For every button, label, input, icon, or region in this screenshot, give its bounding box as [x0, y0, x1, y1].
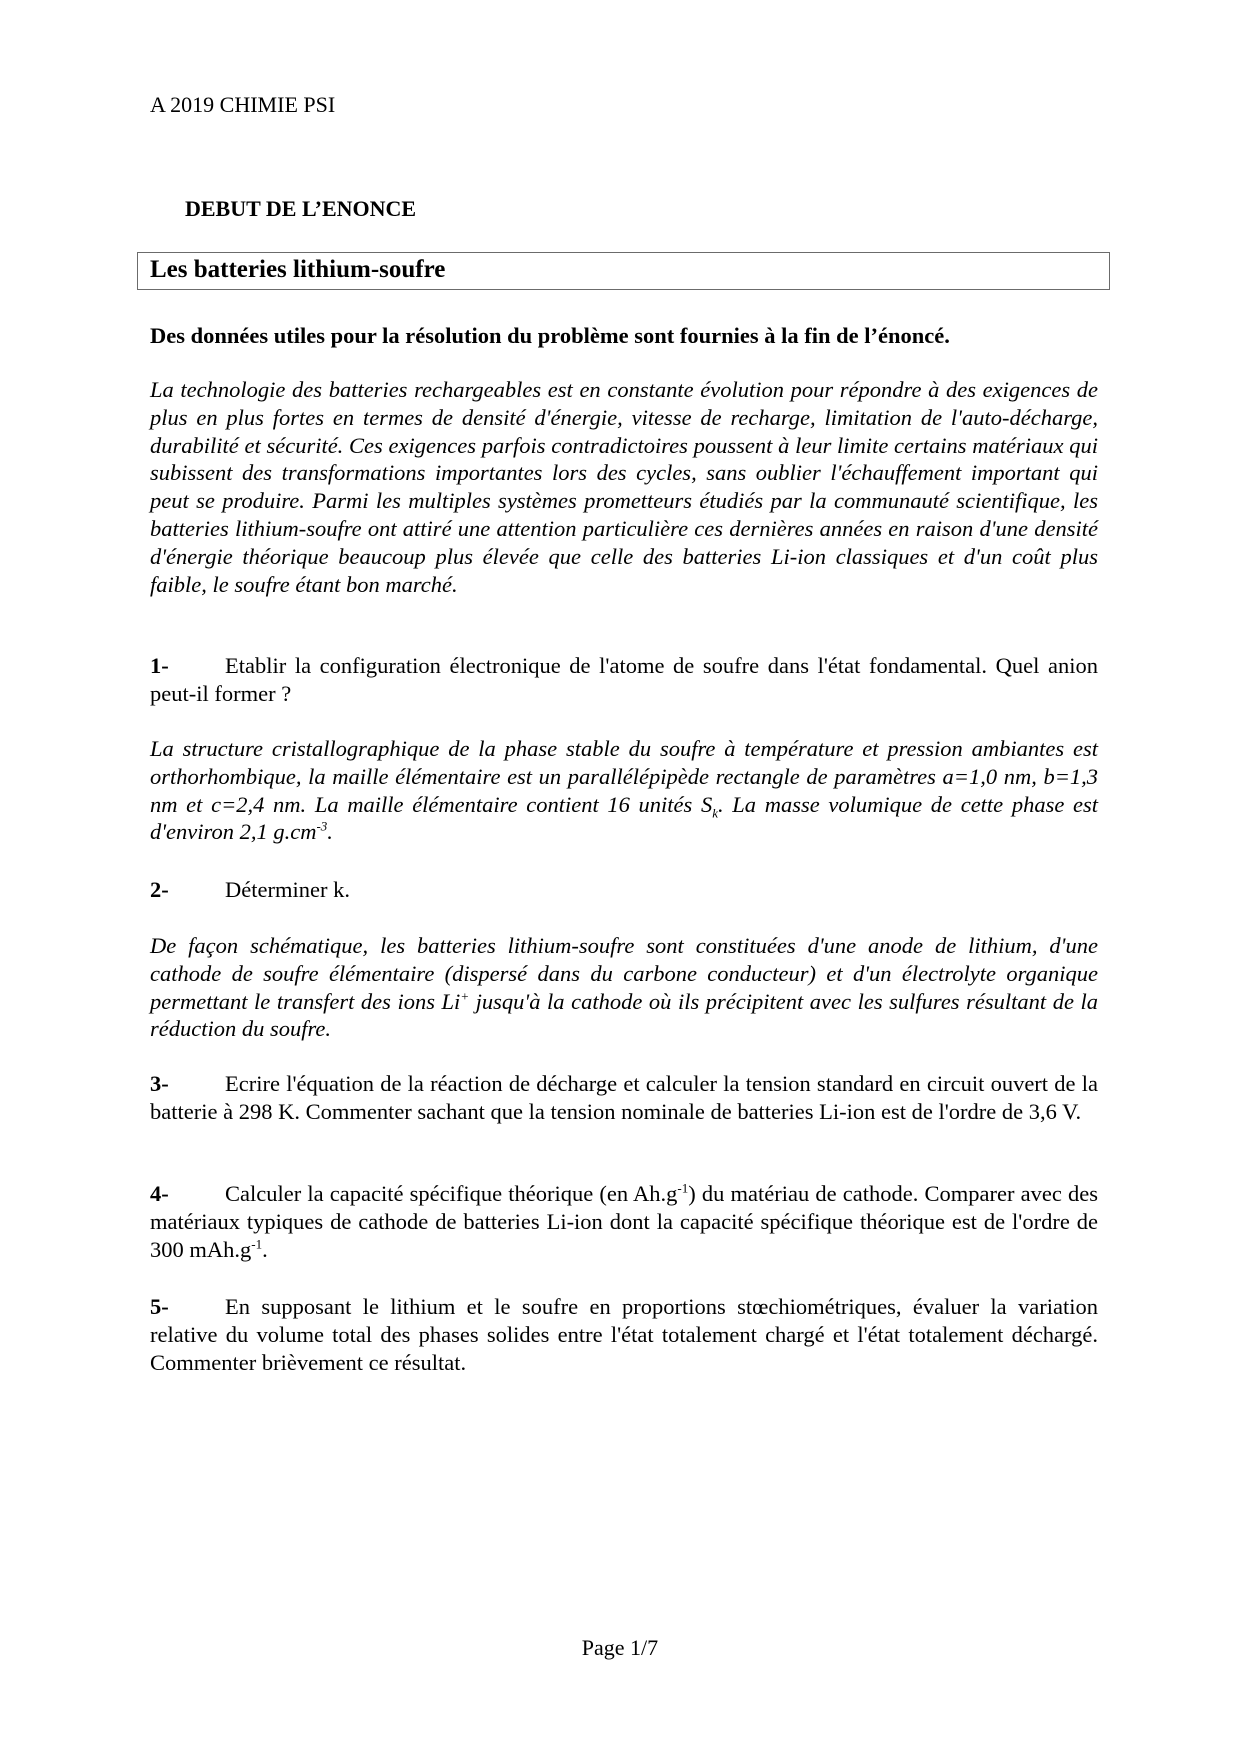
superscript: +	[460, 988, 470, 1004]
question-5	[150, 1293, 1098, 1376]
question-4	[150, 1180, 1098, 1263]
structure-paragraph	[150, 735, 1098, 846]
text: jusqu'à la cathode où ils précipitent avec les sulfures résultant de la réduction du soufre.	[150, 988, 1098, 1042]
text: La structure cristallographique de la phase stable du soufre à température et pression ambiantes est orthorhombique, la maille élémentaire est un parallélépipède rectangle de paramètres a=1,0 nm, b=1,3 nm et c=2,4 nm. La maille élémentaire contient 16 unités S	[150, 736, 1098, 817]
question-number: 4-	[150, 1181, 169, 1206]
page-title: Les batteries lithium-soufre	[150, 256, 446, 283]
subscript: k	[712, 805, 718, 821]
question-text: Etablir la configuration électronique de l'atome de soufre dans l'état fondamental. Quel anion peut-il former ?	[150, 653, 1098, 706]
exam-header: A 2019 CHIMIE PSI	[150, 92, 336, 117]
title-box	[137, 252, 1110, 290]
question-text: Déterminer k.	[225, 877, 350, 902]
question-number: 3-	[150, 1071, 169, 1096]
text: .	[327, 819, 333, 845]
question-text: Ecrire l'équation de la réaction de décharge et calculer la tension standard en circuit ouvert de la batterie à 298 K. Commenter sachant que la tension nominale de batteries Li-ion est de l'ordre de 3,6 V.	[150, 1071, 1098, 1124]
text: .	[262, 1236, 268, 1262]
data-note: Des données utiles pour la résolution du problème sont fournies à la fin de l’énoncé.	[150, 323, 950, 348]
question-text: En supposant le lithium et le soufre en proportions stœchiométriques, évaluer la variation relative du volume total des phases solides entre l'état totalement chargé et l'état totalement déchargé. Commenter brièvement ce résultat.	[150, 1294, 1098, 1375]
question-3	[150, 1070, 1098, 1126]
question-number: 2-	[150, 877, 169, 902]
text: Calculer la capacité spécifique théorique (en Ah.g	[225, 1181, 678, 1206]
intro-paragraph: La technologie des batteries rechargeables est en constante évolution pour répondre à des exigences de plus en plus fortes en termes de densité d'énergie, vitesse de recharge, limitation de l'auto-décharge, durabilité et sécurité. Ces exigences parfois contradictoires poussent à leur limite certains matériaux qui subissent des transformations importantes lors des cycles, sans oublier l'échauffement important qui peut se produire. Parmi les multiples systèmes prometteurs étudiés par la communauté scientifique, les batteries lithium-soufre ont attiré une attention particulière ces dernières années en raison d'une densité d'énergie théorique beaucoup plus élevée que celle des batteries Li-ion classiques et d'un coût plus faible, le soufre étant bon marché.	[150, 377, 1098, 597]
question-2	[150, 876, 1098, 904]
text: De façon schématique, les batteries lithium-soufre sont constituées d'une anode de lithium, d'une cathode de soufre élémentaire (dispersé dans du carbone conducteur) et d'un électrolyte organique permettant le transfert des ions Li	[150, 933, 1098, 1014]
superscript: -1	[251, 1236, 263, 1252]
superscript: -3	[316, 818, 328, 834]
start-label: DEBUT DE L’ENONCE	[185, 196, 417, 221]
question-1	[150, 652, 1098, 708]
question-number: 5-	[150, 1294, 169, 1319]
superscript: -1	[677, 1180, 689, 1196]
battery-paragraph	[150, 932, 1098, 1043]
question-number: 1-	[150, 653, 169, 678]
text: ) du matériau de cathode. Comparer avec des matériaux typiques de cathode de batteries Li-ion dont la capacité spécifique théorique est de l'ordre de 300 mAh.g	[150, 1181, 1098, 1262]
text: . La masse volumique de cette phase est d'environ 2,1 g.cm	[150, 791, 1098, 845]
page-number: Page 1/7	[581, 1635, 659, 1660]
